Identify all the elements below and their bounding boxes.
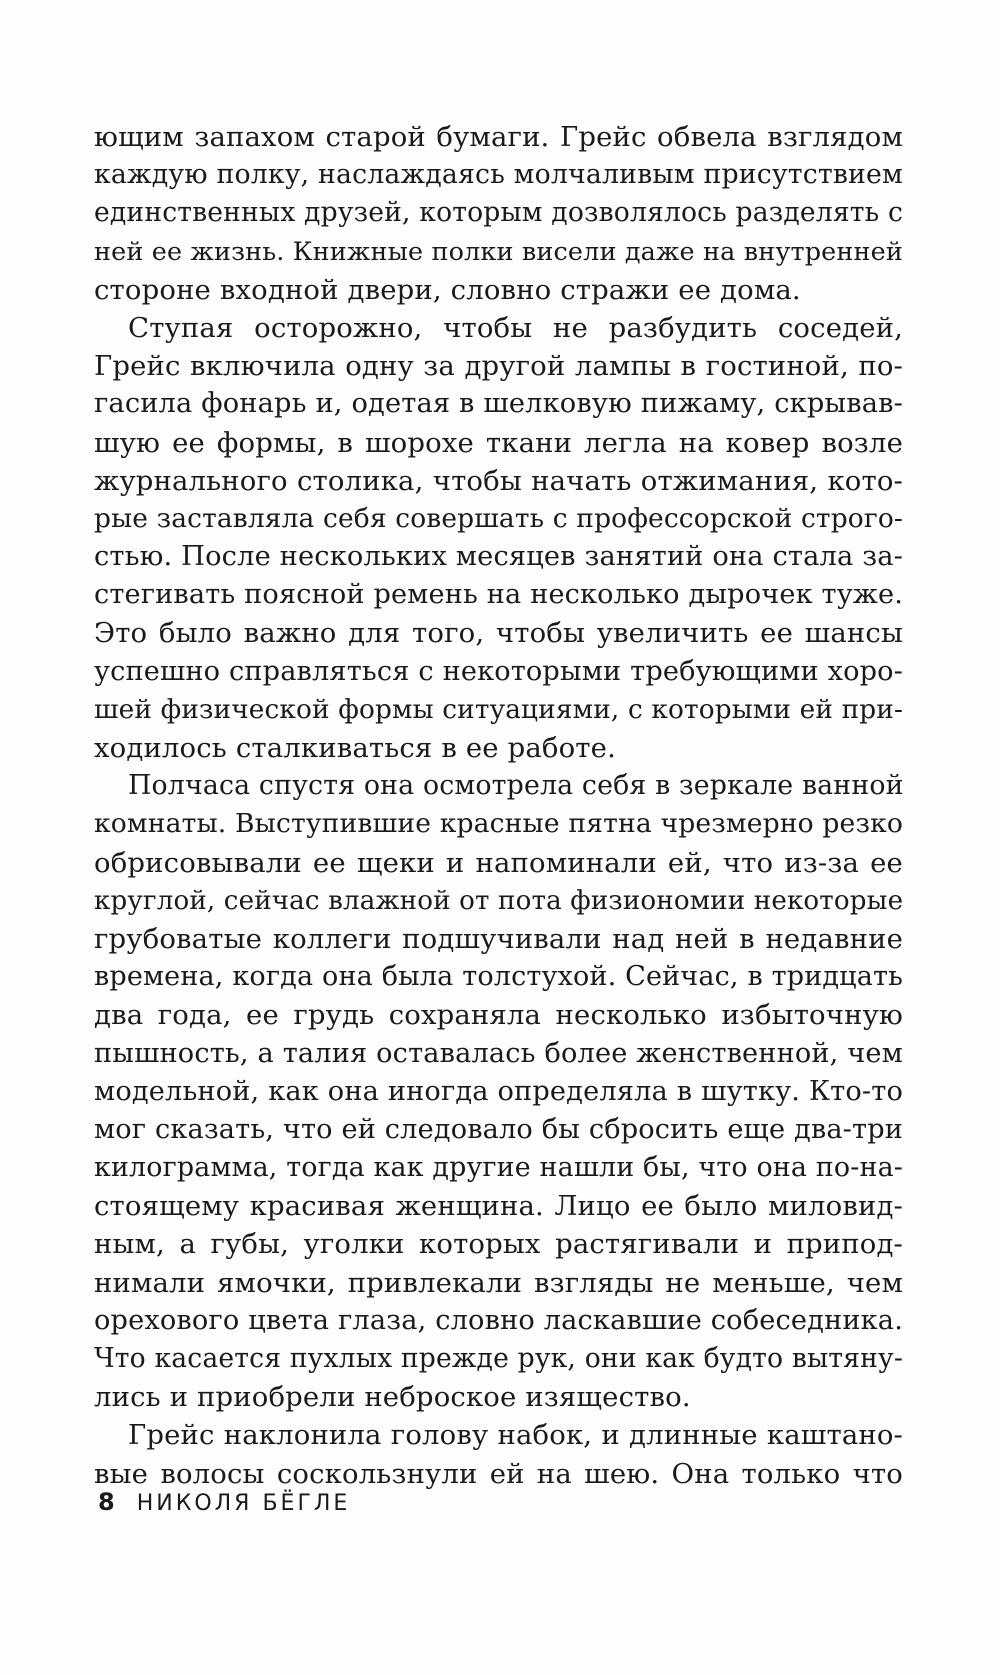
- paragraph-3: [94, 767, 903, 1416]
- text-line: килограмма, тогда как другие нашли бы, что она по-на-: [94, 1152, 903, 1184]
- text-line: ющим запахом старой бумаги. Грейс обвела взглядом: [94, 121, 903, 153]
- paragraph-1: [94, 118, 903, 309]
- text-line: ным, а губы, уголки которых растягивали и припод-: [94, 1228, 903, 1261]
- text-line: мог сказать, что ей следовало бы сбросить еще два-три: [94, 1113, 903, 1145]
- text-line: стью. После нескольких месяцев занятий она стала за-: [94, 541, 903, 573]
- text-line: Грейс включила одну за другой лампы в гостиной, по-: [94, 350, 903, 383]
- text-line: комнаты. Выступившие красные пятна чрезмерно резко: [94, 808, 903, 840]
- text-line: стороне входной двери, словно стражи ее дома.: [94, 273, 801, 306]
- text-line: единственных друзей, которым дозволялось разделять с: [94, 197, 903, 229]
- text-line: каждую полку, наслаждаясь молчаливым присутствием: [94, 159, 903, 191]
- text-line: ней ее жизнь. Книжные полки висели даже на внутренней: [94, 236, 903, 267]
- text-line: круглой, сейчас влажной от пота физиономии некоторые: [94, 885, 904, 916]
- paragraph-2: [94, 309, 903, 767]
- text-line: стегивать поясной ремень на несколько дырочек туже.: [94, 579, 903, 611]
- text-line: Ступая осторожно, чтобы не разбудить соседей,: [128, 311, 903, 344]
- text-line: обрисовывали ее щеки и напоминали ей, что из-за ее: [94, 846, 903, 879]
- text-line: журнального столика, чтобы начать отжимания, кото-: [94, 464, 903, 497]
- text-line: гасила фонарь и, одетая в шелковую пижаму, скрывав-: [94, 388, 903, 420]
- text-line: грубоватые коллеги подшучивали над ней в недавние: [94, 922, 903, 955]
- text-line: успешно справляться с некоторыми требующими хоро-: [94, 655, 903, 687]
- text-line: шую ее формы, в шорохе ткани легла на ковер возле: [94, 426, 903, 459]
- text-line: орехового цвета глаза, словно ласкавшие собеседника.: [94, 1304, 903, 1336]
- body-text: [94, 118, 903, 1493]
- text-line: Это было важно для того, чтобы увеличить ее шансы: [94, 617, 903, 650]
- text-line: Полчаса спустя она осмотрела себя в зеркале ванной: [128, 770, 904, 802]
- text-line: времена, когда она была толстухой. Сейчас, в тридцать: [94, 961, 903, 993]
- text-line: стоящему красивая женщина. Лицо ее было миловид-: [94, 1190, 903, 1223]
- paragraph-4: [94, 1416, 903, 1492]
- text-line: вые волосы соскользнули ей на шею. Она только что: [94, 1457, 903, 1490]
- page-footer: [98, 1488, 350, 1516]
- text-line: нимали ямочки, привлекали взгляды не меньше, чем: [94, 1266, 903, 1299]
- text-line: два года, ее грудь сохраняла несколько избыточную: [94, 999, 903, 1032]
- text-line: рые заставляла себя совершать с профессорской строго-: [94, 502, 903, 534]
- text-line: пышность, а талия оставалась более женственной, чем: [94, 1037, 903, 1069]
- text-line: Что касается пухлых прежде рук, они как будто вытяну-: [94, 1343, 903, 1374]
- text-line: Грейс наклонила голову набок, и длинные каштано-: [128, 1419, 903, 1452]
- text-line: модельной, как она иногда определяла в шутку. Кто-то: [94, 1075, 903, 1107]
- page-number: 8: [98, 1488, 115, 1516]
- text-line: лись и приобрели неброское изящество.: [94, 1381, 691, 1414]
- text-line: ходилось сталкиваться в ее работе.: [94, 732, 616, 764]
- author-name: НИКОЛЯ БЁГЛЕ: [136, 1491, 351, 1516]
- text-line: шей физической формы ситуациями, с которыми ей при-: [94, 694, 904, 725]
